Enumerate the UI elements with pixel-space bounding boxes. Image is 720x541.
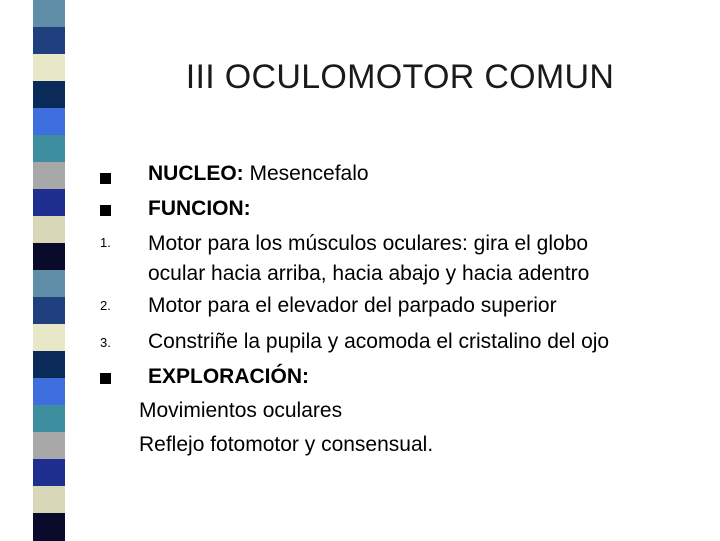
item-text: Constriñe la pupila y acomoda el cristalino del ojo [148, 330, 610, 353]
list-item [148, 162, 369, 186]
item-text: ocular hacia arriba, hacia abajo y hacia adentro [148, 262, 590, 285]
bullet-marker [100, 171, 111, 186]
number-marker: 1. [100, 235, 111, 250]
number-marker: 2. [100, 298, 111, 313]
stripe-segment [33, 81, 65, 109]
stripe-segment [33, 0, 65, 28]
stripe-segment [33, 351, 65, 379]
stripe-segment [33, 324, 65, 352]
list-item-continuation [148, 262, 589, 286]
stripe-segment [33, 135, 65, 163]
bullet-marker [100, 203, 111, 218]
stripe-segment [33, 513, 65, 541]
list-item [148, 232, 588, 256]
stripe-segment [33, 459, 65, 487]
sub-line: Movimientos oculares [139, 399, 343, 422]
decorative-stripe-bar [33, 0, 65, 540]
stripe-segment [33, 378, 65, 406]
stripe-segment [33, 270, 65, 298]
list-item [148, 294, 557, 318]
list-item [148, 330, 609, 354]
item-text: Motor para el elevador del parpado superior [148, 294, 557, 317]
item-text: Motor para los músculos oculares: gira el globo [148, 232, 589, 255]
item-label: NUCLEO: [148, 162, 244, 185]
sub-line: Reflejo fotomotor y consensual. [139, 433, 434, 456]
stripe-segment [33, 216, 65, 244]
item-text: Mesencefalo [243, 162, 369, 185]
slide-title: III OCULOMOTOR COMUN [185, 58, 615, 96]
stripe-segment [33, 189, 65, 217]
stripe-segment [33, 27, 65, 55]
item-label: EXPLORACIÓN: [148, 365, 310, 388]
stripe-segment [33, 297, 65, 325]
bullet-marker [100, 371, 111, 386]
stripe-segment [33, 162, 65, 190]
stripe-segment [33, 486, 65, 514]
list-item [148, 197, 251, 221]
list-item [148, 365, 309, 389]
stripe-segment [33, 54, 65, 82]
stripe-segment [33, 243, 65, 271]
number-marker: 3. [100, 335, 111, 350]
item-label: FUNCION: [148, 197, 251, 220]
stripe-segment [33, 432, 65, 460]
stripe-segment [33, 405, 65, 433]
stripe-segment [33, 108, 65, 136]
